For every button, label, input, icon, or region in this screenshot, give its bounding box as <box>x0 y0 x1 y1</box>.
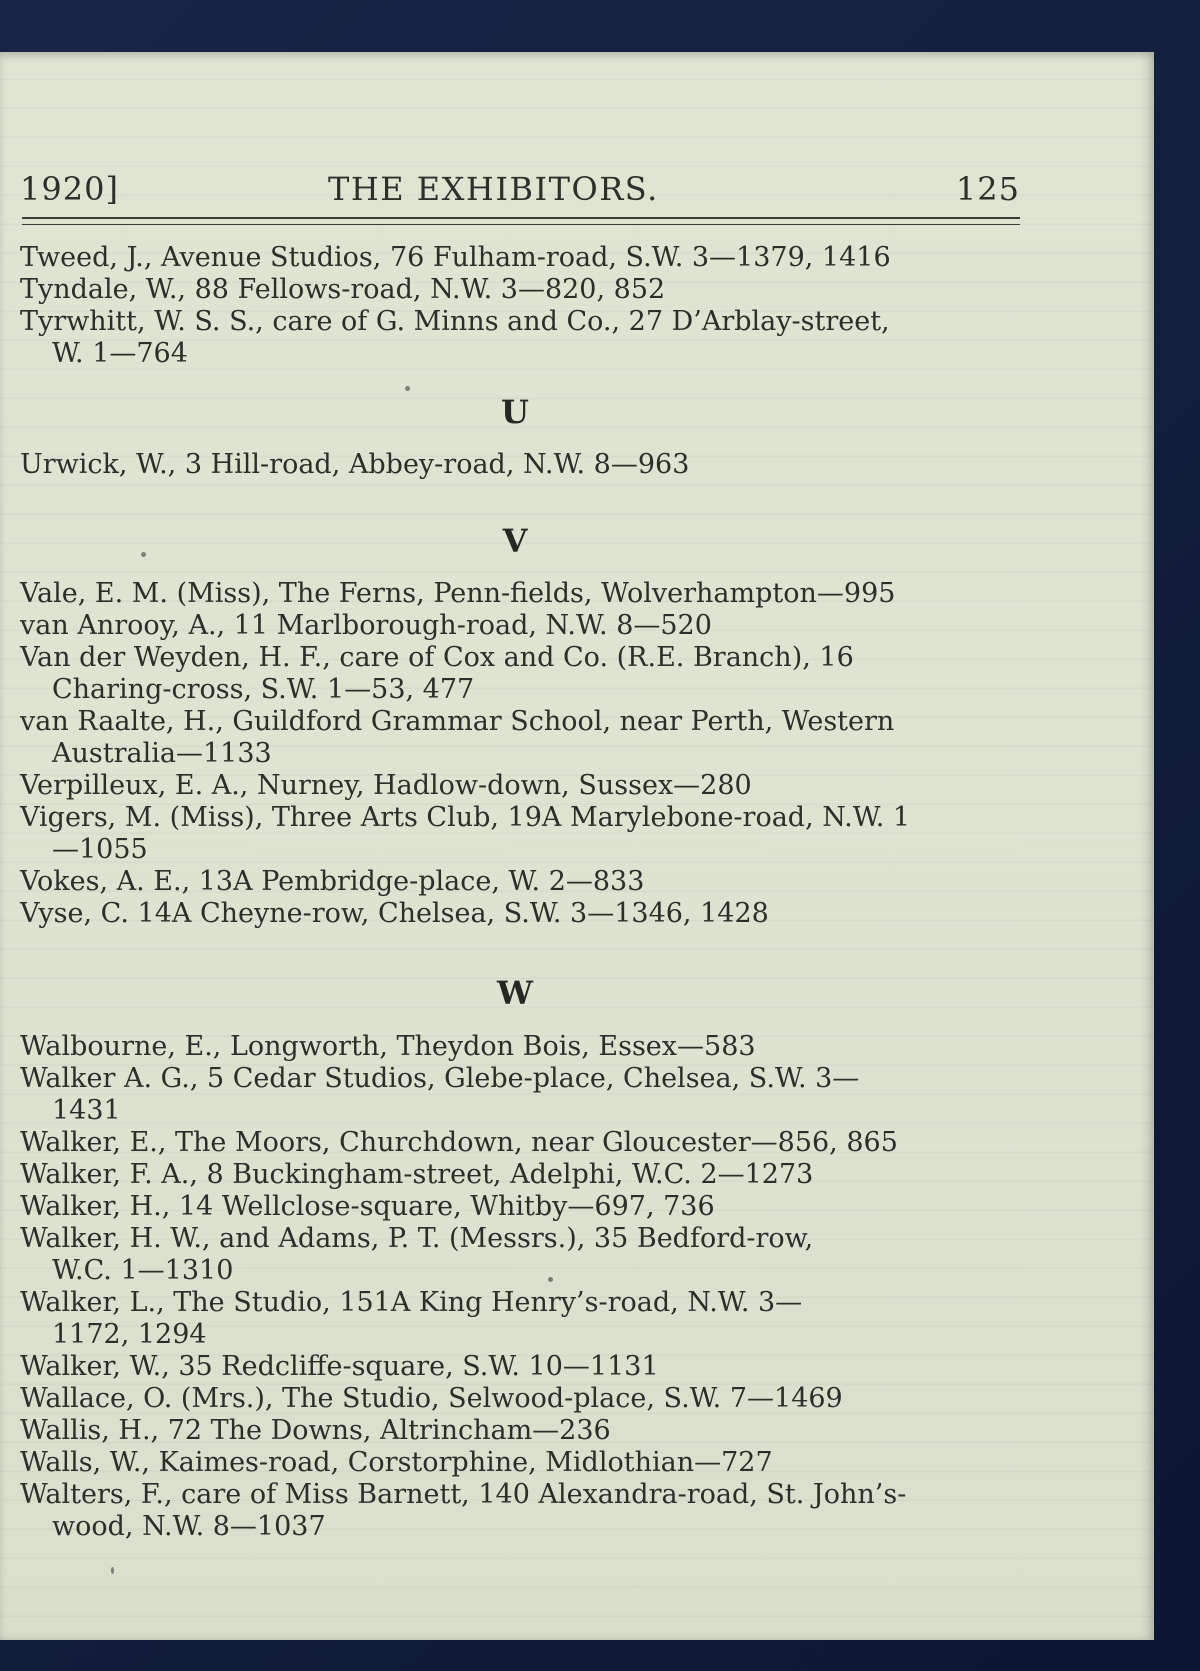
entry-line: Tyndale, W., 88 Fellows-road, N.W. 3—820, 852 <box>20 274 666 305</box>
entry-line: Tyrwhitt, W. S. S., care of G. Minns and Co., 27 D’Arblay-street, <box>20 306 890 337</box>
entry-line: van Raalte, H., Guildford Grammar School, near Perth, Western <box>20 706 895 737</box>
entry-line: Vigers, M. (Miss), Three Arts Club, 19A Marylebone-road, N.W. 1 <box>20 802 911 833</box>
entry-line-continued: 1172, 1294 <box>52 1319 207 1350</box>
entry-line: Wallace, O. (Mrs.), The Studio, Selwood-place, S.W. 7—1469 <box>20 1383 843 1414</box>
entry-line: Tweed, J., Avenue Studios, 76 Fulham-road, S.W. 3—1379, 1416 <box>20 242 891 273</box>
entry-line-continued: Charing-cross, S.W. 1—53, 477 <box>52 674 475 705</box>
ink-speck <box>548 1277 553 1282</box>
entry-line-continued: W. 1—764 <box>52 338 188 369</box>
entry-line: Walls, W., Kaimes-road, Corstorphine, Midlothian—727 <box>20 1447 773 1478</box>
entry-line: Walker, F. A., 8 Buckingham-street, Adelphi, W.C. 2—1273 <box>20 1159 814 1190</box>
ink-speck <box>111 1567 114 1574</box>
header-year: 1920] <box>20 170 119 208</box>
section-letter-v: V <box>502 522 528 560</box>
entry-line: van Anrooy, A., 11 Marlborough-road, N.W. 8—520 <box>20 610 712 641</box>
entry-line: Vale, E. M. (Miss), The Ferns, Penn-fields, Wolverhampton—995 <box>20 578 896 609</box>
entry-line-continued: wood, N.W. 8—1037 <box>52 1511 326 1542</box>
entry-line: Walker, W., 35 Redcliffe-square, S.W. 10—1131 <box>20 1351 659 1382</box>
section-letter-w: W <box>497 974 533 1012</box>
page-number: 125 <box>955 170 1020 208</box>
entry-line: Vokes, A. E., 13A Pembridge-place, W. 2—833 <box>20 866 645 897</box>
entry-line: Van der Weyden, H. F., care of Cox and Co. (R.E. Branch), 16 <box>20 642 854 673</box>
header-title: THE EXHIBITORS. <box>328 170 659 208</box>
entry-line: Walker, H., 14 Wellclose-square, Whitby—697, 736 <box>20 1191 715 1222</box>
entry-line: Vyse, C. 14A Cheyne-row, Chelsea, S.W. 3—1346, 1428 <box>20 898 769 929</box>
entry-line: Urwick, W., 3 Hill-road, Abbey-road, N.W. 8—963 <box>20 449 690 480</box>
section-letter-u: U <box>501 393 529 431</box>
entry-line: Walbourne, E., Longworth, Theydon Bois, Essex—583 <box>20 1031 756 1062</box>
entry-line-continued: Australia—1133 <box>52 738 272 769</box>
header-rule-top <box>22 217 1020 219</box>
running-header <box>20 170 1020 220</box>
entry-line: Walker A. G., 5 Cedar Studios, Glebe-place, Chelsea, S.W. 3— <box>20 1063 860 1094</box>
entry-line-continued: —1055 <box>52 834 148 865</box>
entry-line: Walker, H. W., and Adams, P. T. (Messrs.), 35 Bedford-row, <box>20 1223 814 1254</box>
entry-line: Walters, F., care of Miss Barnett, 140 Alexandra-road, St. John’s- <box>20 1479 907 1510</box>
ink-speck <box>405 386 410 391</box>
entry-line: Walker, E., The Moors, Churchdown, near Gloucester—856, 865 <box>20 1127 898 1158</box>
entry-line: Wallis, H., 72 The Downs, Altrincham—236 <box>20 1415 611 1446</box>
entry-line-continued: W.C. 1—1310 <box>52 1255 234 1286</box>
ink-speck <box>141 552 146 557</box>
entry-line: Verpilleux, E. A., Nurney, Hadlow-down, Sussex—280 <box>20 770 752 801</box>
book-page <box>0 52 1154 1640</box>
header-rule-bottom <box>22 224 1020 225</box>
entry-line-continued: 1431 <box>52 1095 121 1126</box>
entry-line: Walker, L., The Studio, 151A King Henry’s-road, N.W. 3— <box>20 1287 803 1318</box>
